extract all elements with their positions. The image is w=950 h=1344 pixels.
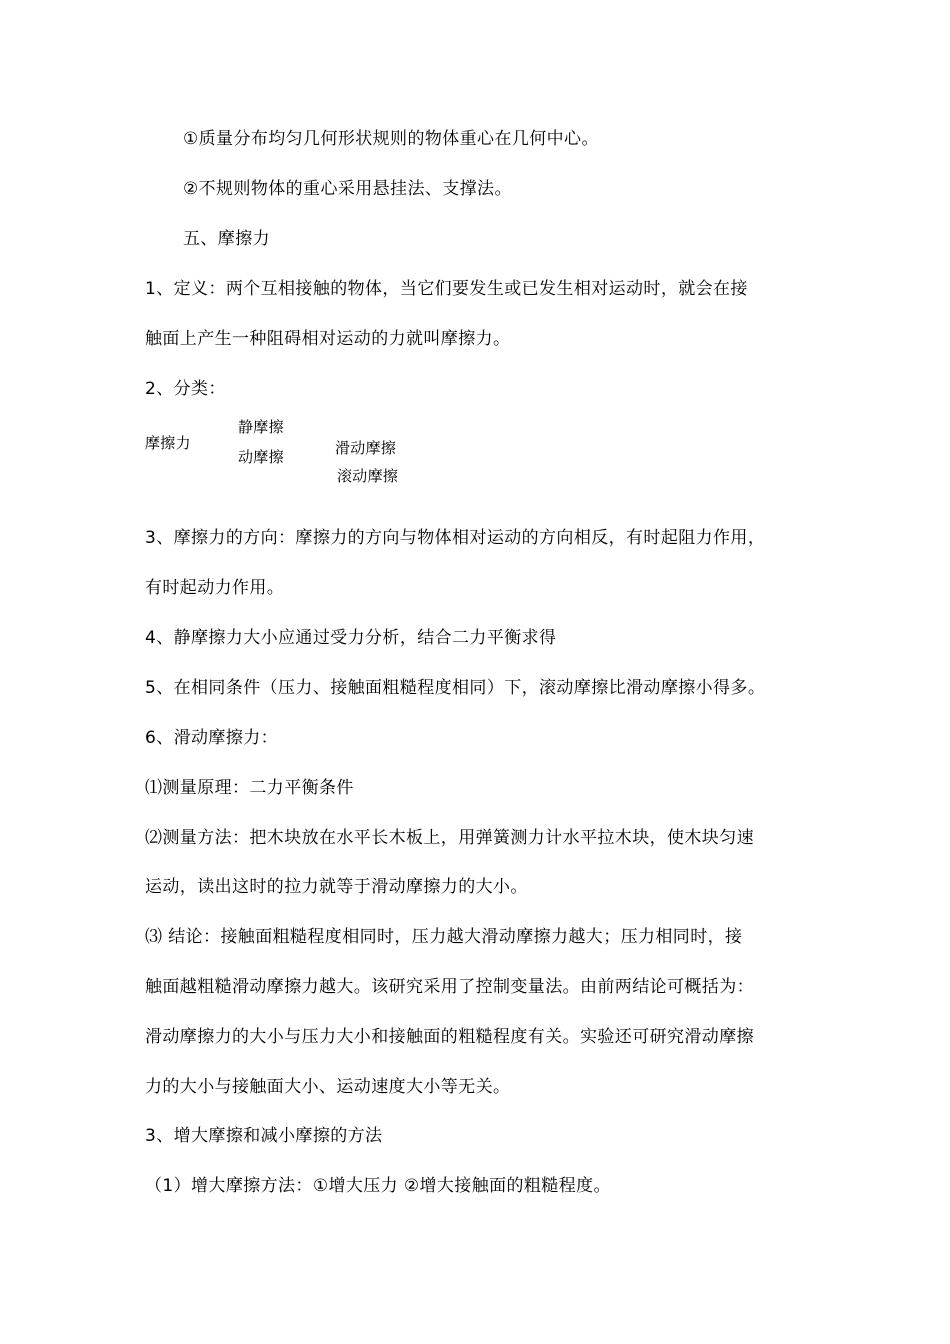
text-line: 触面越粗糙滑动摩擦力越大。该研究采用了控制变量法。由前两结论可概括为： (145, 977, 754, 997)
text-line: 有时起动力作用。 (145, 578, 285, 598)
text-line: 触面上产生一种阻碍相对运动的力就叫摩擦力。 (145, 329, 511, 349)
classification-rolling: 滚动摩擦 (337, 467, 399, 485)
text-line: 3、增大摩擦和减小摩擦的方法 (145, 1126, 383, 1146)
text-line: ②不规则物体的重心采用悬挂法、支撑法。 (183, 179, 512, 199)
text-line: 6、滑动摩擦力： (145, 728, 279, 748)
text-line: ⑵测量方法：把木块放在水平长木板上，用弹簧测力计水平拉木块，使木块匀速 (145, 828, 754, 848)
classification-static: 静摩擦 (238, 418, 284, 436)
text-line: （1）增大摩擦方法：①增大压力 ②增大接触面的粗糙程度。 (145, 1176, 611, 1196)
text-line: 力的大小与接触面大小、运动速度大小等无关。 (145, 1077, 511, 1097)
classification-root: 摩擦力 (145, 434, 191, 452)
text-line: 运动，读出这时的拉力就等于滑动摩擦力的大小。 (145, 877, 528, 897)
text-line: ①质量分布均匀几何形状规则的物体重心在几何中心。 (183, 129, 599, 149)
text-line: ⑴测量原理：二力平衡条件 (145, 778, 354, 798)
text-line: 1、定义：两个互相接触的物体，当它们要发生或已发生相对运动时，就会在接 (145, 279, 748, 299)
text-line: 滑动摩擦力的大小与压力大小和接触面的粗糙程度有关。实验还可研究滑动摩擦 (145, 1027, 754, 1047)
text-line: 4、静摩擦力大小应通过受力分析，结合二力平衡求得 (145, 628, 557, 648)
text-line: ⑶ 结论：接触面粗糙程度相同时，压力越大滑动摩擦力越大；压力相同时，接 (145, 927, 743, 947)
classification-sliding: 滑动摩擦 (335, 439, 397, 457)
classification-dynamic: 动摩擦 (238, 448, 284, 466)
text-line: 2、分类： (145, 379, 226, 399)
text-line: 5、在相同条件（压力、接触面粗糙程度相同）下，滚动摩擦比滑动摩擦小得多。 (145, 678, 766, 698)
section-heading: 五、摩擦力 (183, 229, 270, 249)
text-line: 3、摩擦力的方向：摩擦力的方向与物体相对运动的方向相反，有时起阻力作用， (145, 528, 766, 548)
